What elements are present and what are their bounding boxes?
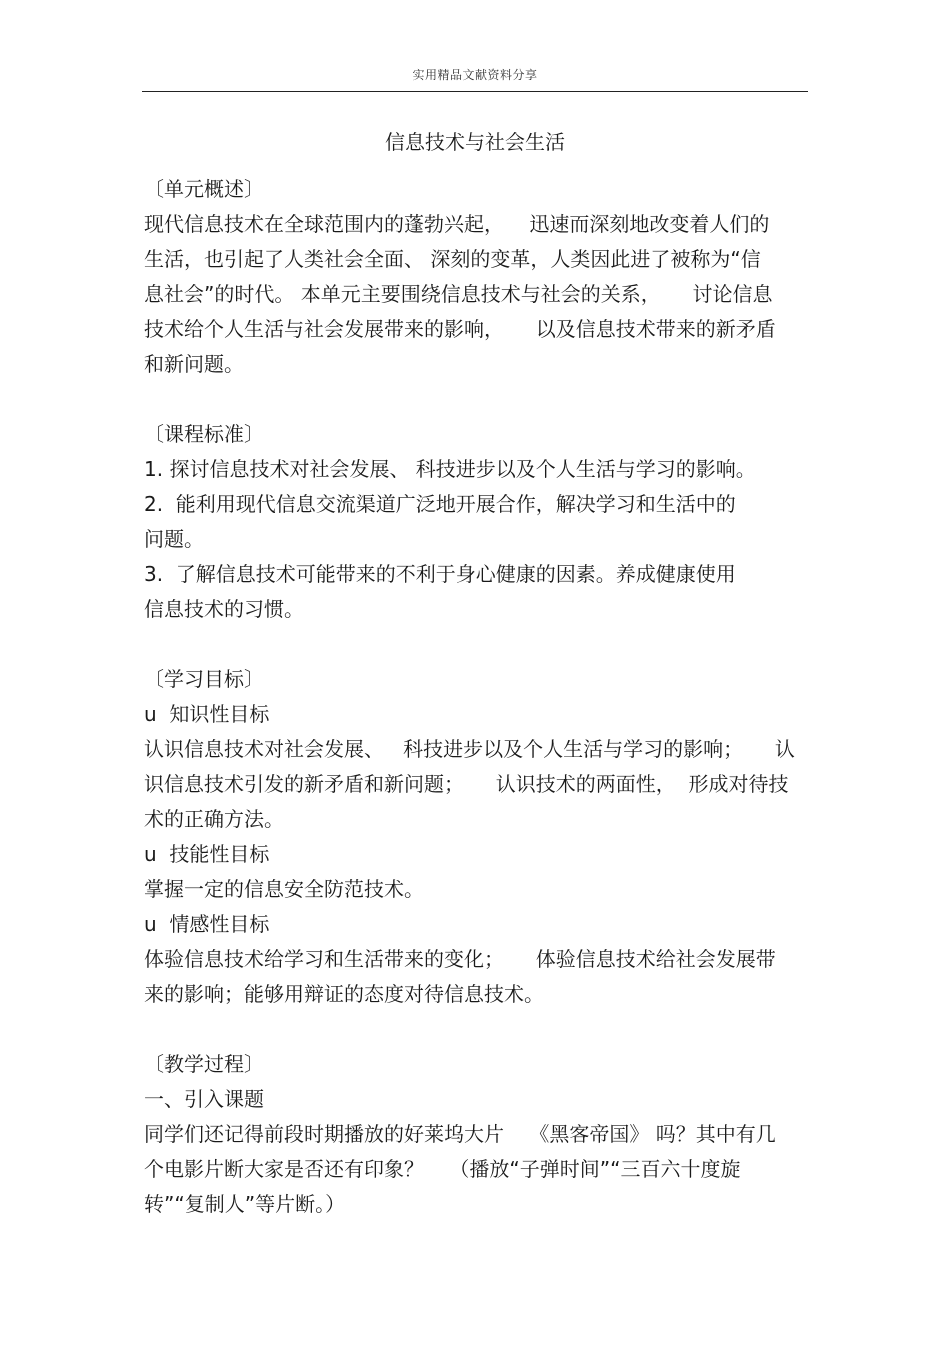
paragraph-line: 息社会”的时代。 本单元主要围绕信息技术与社会的关系， 讨论信息 <box>144 282 773 306</box>
document-body <box>144 172 809 1222</box>
paragraph-line: 现代信息技术在全球范围内的蓬勃兴起， 迅速而深刻地改变着人们的 <box>144 212 770 236</box>
paragraph-line: 和新问题。 <box>144 352 244 376</box>
paragraph-line: 技术给个人生活与社会发展带来的影响， 以及信息技术带来的新矛盾 <box>144 317 776 341</box>
paragraph-line: 一、引入课题 <box>144 1087 264 1111</box>
paragraph-line: 1. 探讨信息技术对社会发展、 科技进步以及个人生活与学习的影响。 <box>144 457 756 481</box>
paragraph-line: 体验信息技术给学习和生活带来的变化； 体验信息技术给社会发展带 <box>144 947 776 971</box>
paragraph-line: 识信息技术引发的新矛盾和新问题； 认识技术的两面性， 形成对待技 <box>144 772 789 796</box>
paragraph-line: 3. 了解信息技术可能带来的不利于身心健康的因素。养成健康使用 <box>144 562 736 586</box>
document-title: 信息技术与社会生活 <box>385 130 565 154</box>
paragraph-line: u 技能性目标 <box>144 842 270 866</box>
paragraph-line: 信息技术的习惯。 <box>144 597 304 621</box>
paragraph-line: u 情感性目标 <box>144 912 270 936</box>
paragraph-line: 生活，也引起了人类社会全面、 深刻的变革，人类因此进了被称为“信 <box>144 247 761 271</box>
header-divider <box>142 91 808 92</box>
paragraph-line: 个电影片断大家是否还有印象？ （播放“子弹时间”“三百六十度旋 <box>144 1157 741 1181</box>
section-heading-objectives: 〔学习目标〕 <box>144 667 264 691</box>
section-heading-overview: 〔单元概述〕 <box>144 177 264 201</box>
paragraph-line: 问题。 <box>144 527 204 551</box>
section-heading-standards: 〔课程标准〕 <box>144 422 264 446</box>
spacer <box>144 382 809 417</box>
paragraph-line: 2. 能利用现代信息交流渠道广泛地开展合作，解决学习和生活中的 <box>144 492 736 516</box>
page-header-text: 实用精品文献资料分享 <box>412 68 538 82</box>
paragraph-line: 同学们还记得前段时期播放的好莱坞大片 《黑客帝国》 吗？其中有几 <box>144 1122 776 1146</box>
paragraph-line: 来的影响；能够用辩证的态度对待信息技术。 <box>144 982 544 1006</box>
paragraph-line: 掌握一定的信息安全防范技术。 <box>144 877 424 901</box>
paragraph-line: 认识信息技术对社会发展、 科技进步以及个人生活与学习的影响； 认 <box>144 737 795 761</box>
section-heading-process: 〔教学过程〕 <box>144 1052 264 1076</box>
paragraph-line: 术的正确方法。 <box>144 807 284 831</box>
spacer <box>144 627 809 662</box>
paragraph-line: 转”“复制人”等片断。） <box>144 1192 346 1216</box>
spacer <box>144 1012 809 1047</box>
paragraph-line: u 知识性目标 <box>144 702 270 726</box>
